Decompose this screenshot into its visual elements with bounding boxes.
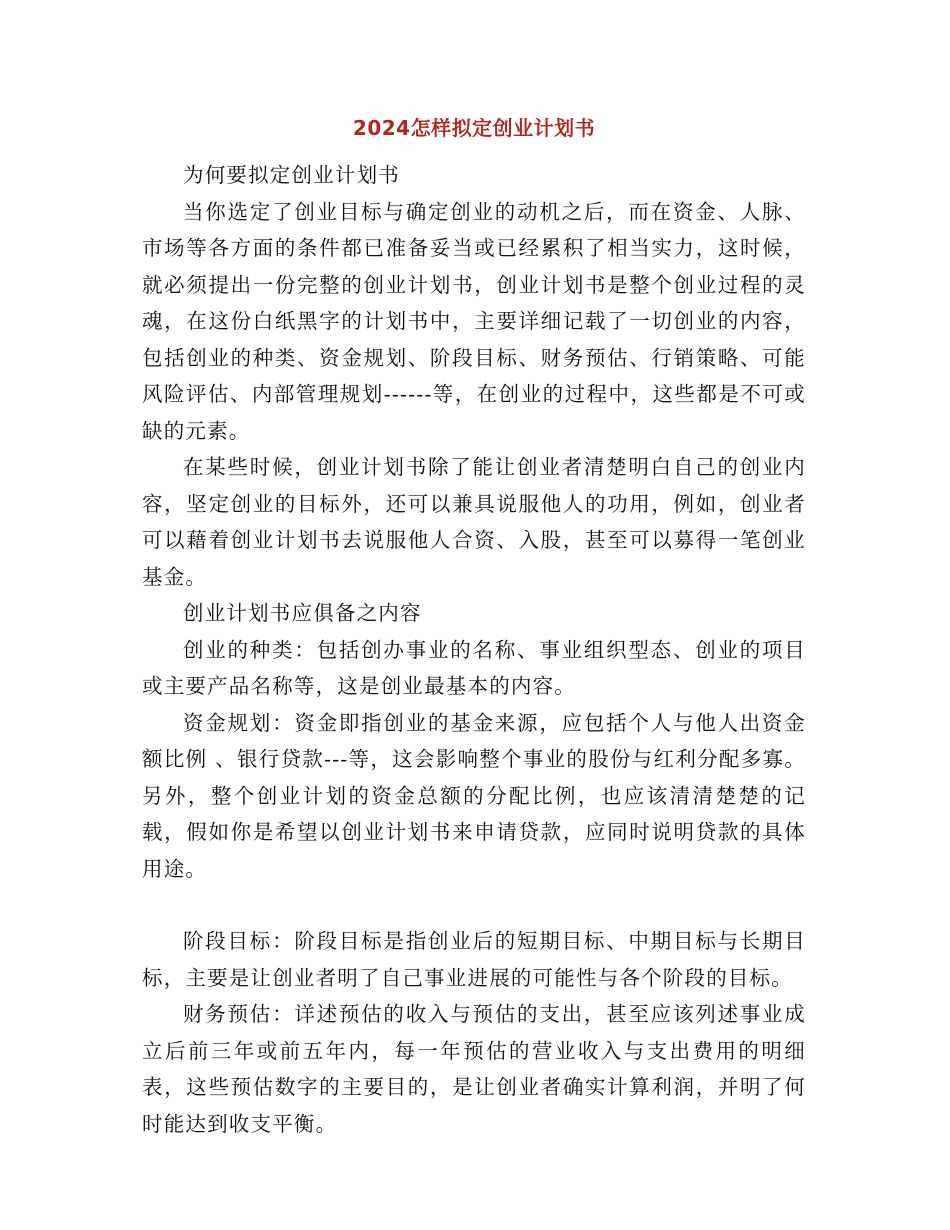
section-heading-contents: 创业计划书应俱备之内容 — [183, 601, 422, 625]
paragraph-stage-goals: 阶段目标：阶段目标是指创业后的短期目标、中期目标与长期目标，主要是让创业者明了自己事业进展的可能性与各个阶段的目标。 — [142, 929, 806, 990]
paragraph-persuasion: 在某些时候，创业计划书除了能让创业者清楚明白自己的创业内容，坚定创业的目标外，还可以兼具说服他人的功用，例如，创业者可以藉着创业计划书去说服他人合资、入股，甚至可以募得一笔创业基金。 — [142, 455, 806, 589]
paragraph-intro: 当你选定了创业目标与确定创业的动机之后，而在资金、人脉、市场等各方面的条件都已准备妥当或已经累积了相当实力，这时候，就必须提出一份完整的创业计划书，创业计划书是整个创业过程的灵魂，在这份白纸黑字的计划书中，主要详细记载了一切创业的内容，包括创业的种类、资金规划、阶段目标、财务预估、行销策略、可能风险评估、内部管理规划------等，在创业的过程中，这些都是不可或缺的元素。 — [142, 199, 806, 443]
paragraph-business-type: 创业的种类：包括创办事业的名称、事业组织型态、创业的项目或主要产品名称等，这是创业最基本的内容。 — [142, 637, 806, 698]
document-title: 2024怎样拟定创业计划书 — [352, 116, 596, 140]
document-page — [142, 112, 806, 1142]
paragraph-funding-plan: 资金规划：资金即指创业的基金来源，应包括个人与他人出资金额比例 、银行贷款---等，这会影响整个事业的股份与红利分配多寡。另外，整个创业计划的资金总额的分配比例，也应该清清楚楚的记载，假如你是希望以创业计划书来申请贷款，应同时说明贷款的具体用途。 — [142, 710, 806, 881]
paragraph-financial-forecast: 财务预估：详述预估的收入与预估的支出，甚至应该列述事业成立后前三年或前五年内，每一年预估的营业收入与支出费用的明细表，这些预估数字的主要目的，是让创业者确实计算利润，并明了何时能达到收支平衡。 — [142, 1002, 806, 1136]
section-heading-why: 为何要拟定创业计划书 — [183, 163, 400, 187]
